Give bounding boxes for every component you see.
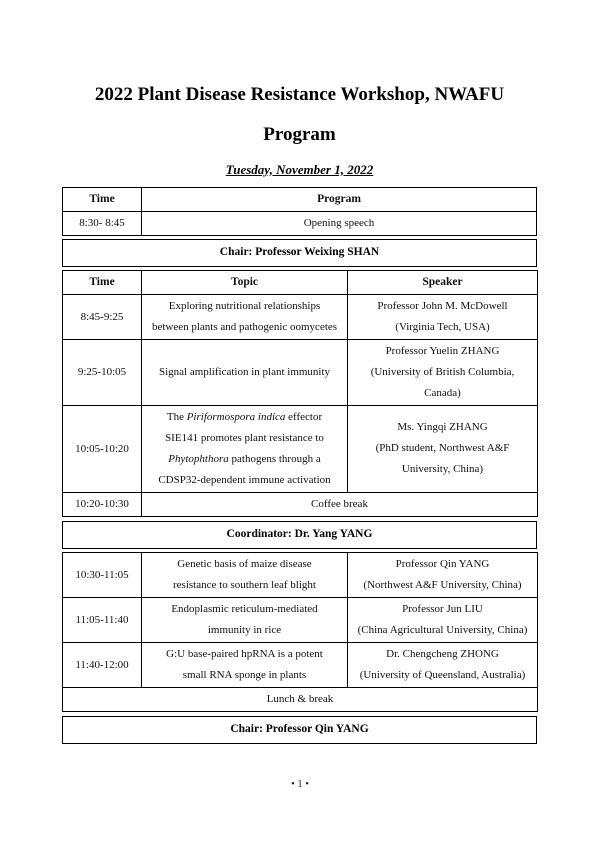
time-cell: 10:20-10:30 <box>63 492 142 516</box>
speaker-cell: Ms. Yingqi ZHANG (PhD student, Northwest A&F University, China) <box>348 405 538 492</box>
topic-column-header: Topic <box>142 270 348 294</box>
lunch-break-row <box>63 687 538 711</box>
time-cell: 10:05-10:20 <box>63 405 142 492</box>
table-row <box>63 339 538 405</box>
topic-cell: Signal amplification in plant immunity <box>142 339 348 405</box>
opening-header-row <box>63 187 537 211</box>
topic-cell: Genetic basis of maize disease resistance to southern leaf blight <box>142 552 348 597</box>
session1-table <box>62 270 538 517</box>
table-row <box>63 552 538 597</box>
coordinator-banner: Coordinator: Dr. Yang YANG <box>62 521 537 549</box>
table-row <box>63 642 538 687</box>
session2-table <box>62 552 538 712</box>
time-cell: 8:30- 8:45 <box>63 211 142 235</box>
program-column-header: Program <box>142 187 537 211</box>
table-row <box>63 294 538 339</box>
program-title: Program <box>263 123 336 145</box>
topic-cell: Endoplasmic reticulum-mediated immunity in rice <box>142 597 348 642</box>
time-column-header: Time <box>63 187 142 211</box>
date-heading: Tuesday, November 1, 2022 <box>225 161 374 177</box>
table-row <box>63 405 538 492</box>
speaker-column-header: Speaker <box>348 270 538 294</box>
break-label-cell: Lunch & break <box>63 687 538 711</box>
break-label-cell: Coffee break <box>142 492 538 516</box>
speaker-cell: Professor John M. McDowell (Virginia Tech, USA) <box>348 294 538 339</box>
time-cell: 9:25-10:05 <box>63 339 142 405</box>
coffee-break-row <box>63 492 538 516</box>
time-cell: 11:40-12:00 <box>63 642 142 687</box>
page-number: • 1 • <box>291 779 309 790</box>
speaker-cell: Dr. Chengcheng ZHONG (University of Queensland, Australia) <box>348 642 538 687</box>
speaker-cell: Professor Yuelin ZHANG (University of British Columbia, Canada) <box>348 339 538 405</box>
time-cell: 8:45-9:25 <box>63 294 142 339</box>
program-cell: Opening speech <box>142 211 537 235</box>
topic-cell: Exploring nutritional relationships between plants and pathogenic oomycetes <box>142 294 348 339</box>
time-cell: 10:30-11:05 <box>63 552 142 597</box>
table-row <box>63 211 537 235</box>
table-row <box>63 597 538 642</box>
session1-header-row <box>63 270 538 294</box>
speaker-cell: Professor Qin YANG (Northwest A&F University, China) <box>348 552 538 597</box>
chair-banner-2: Chair: Professor Qin YANG <box>62 716 537 744</box>
opening-table <box>62 187 537 236</box>
page-content <box>62 0 537 744</box>
page-title: 2022 Plant Disease Resistance Workshop, NWAFU <box>94 84 505 105</box>
topic-cell: The Piriformospora indica effector SIE141 promotes plant resistance to Phytophthora pathogens through a CDSP32-dependent immune activation <box>142 405 348 492</box>
speaker-cell: Professor Jun LIU (China Agricultural University, China) <box>348 597 538 642</box>
chair-banner: Chair: Professor Weixing SHAN <box>62 239 537 267</box>
time-cell: 11:05-11:40 <box>63 597 142 642</box>
time-column-header: Time <box>63 270 142 294</box>
topic-cell: G:U base-paired hpRNA is a potent small RNA sponge in plants <box>142 642 348 687</box>
